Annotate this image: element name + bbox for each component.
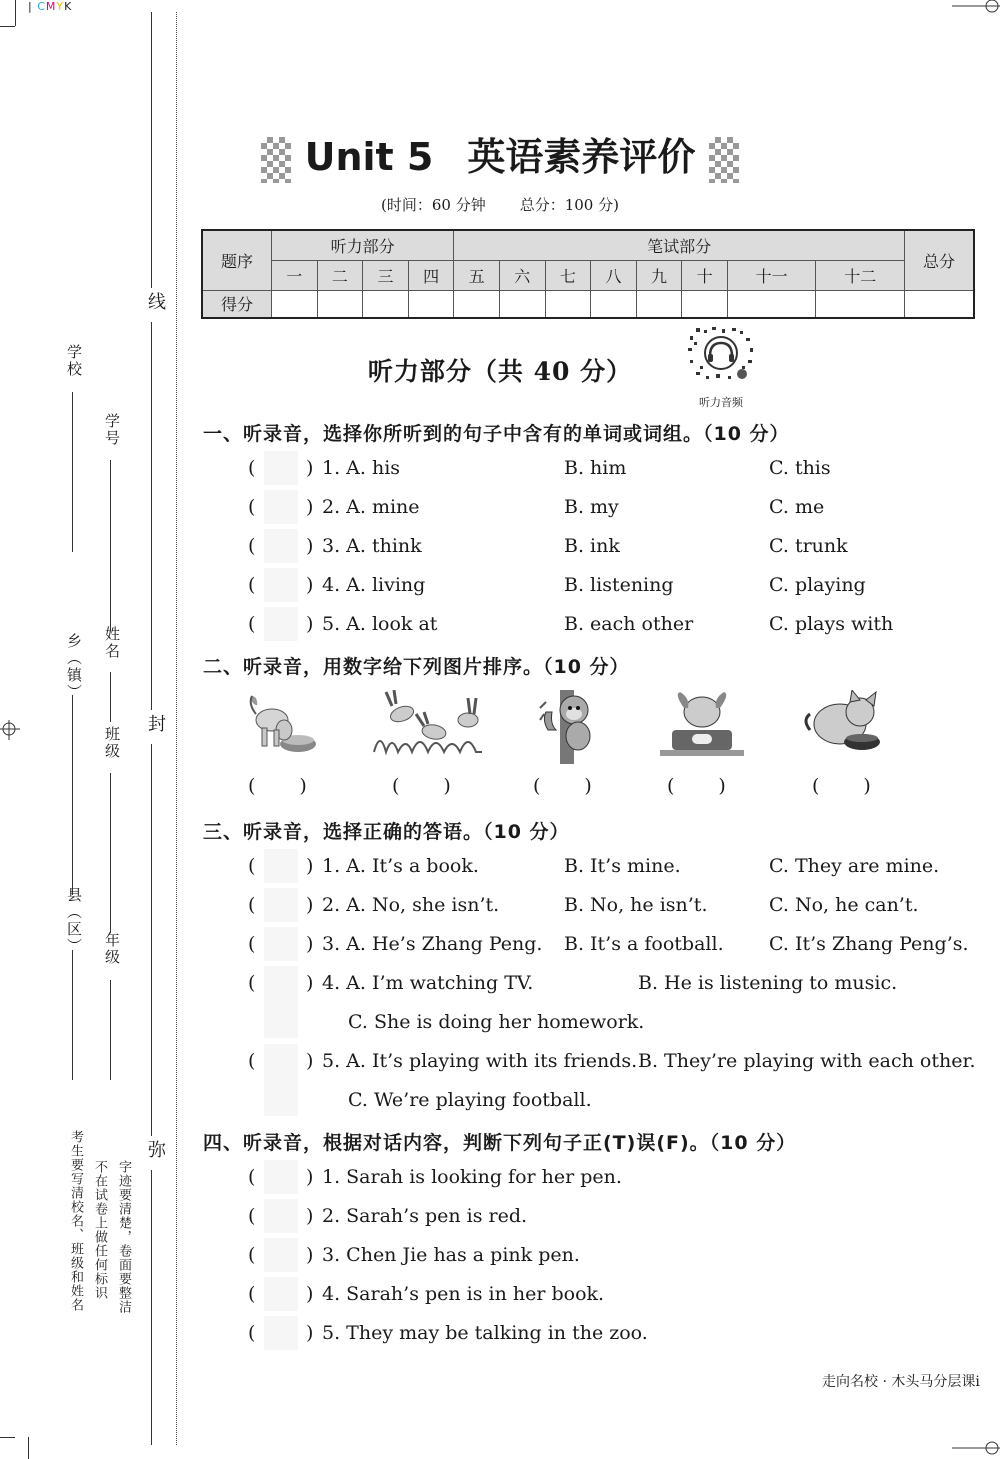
score-cell[interactable] [636, 290, 682, 318]
page-title [0, 126, 1000, 183]
township-blank[interactable] [72, 695, 73, 895]
score-cell[interactable] [317, 290, 363, 318]
margin-line-char: 线 [145, 292, 166, 312]
class-blank[interactable] [110, 773, 111, 933]
score-col: 十一 [727, 260, 815, 290]
answer-blank[interactable] [264, 451, 298, 485]
margin-school-label: 学校 [65, 344, 83, 378]
margin-notice-2: 不在试卷上做任何标识 [92, 1160, 107, 1300]
school-blank[interactable] [72, 392, 73, 552]
question-stem: 2. Sarah’s pen is red. [322, 1205, 528, 1227]
option-c: C. plays with [769, 613, 894, 635]
margin-dense-char: 弥 [145, 1140, 166, 1160]
option-c: C. No, he can’t. [769, 894, 919, 916]
answer-blank[interactable] [264, 607, 298, 641]
score-table-listening-header: 听力部分 [272, 230, 454, 260]
cmyk-print-mark: | CMYK [28, 0, 73, 13]
option-c: C. We’re playing football. [348, 1089, 592, 1111]
title-unit: Unit 5 [304, 135, 434, 179]
option-c: C. She is doing her homework. [348, 1011, 645, 1033]
question-stem: 1. A. It’s a book. [322, 855, 479, 877]
option-c: C. trunk [769, 535, 848, 557]
question-stem: 5. A. look at [322, 613, 438, 635]
margin-seal-char: 封 [145, 714, 166, 734]
margin-grade-label: 年级 [103, 932, 121, 966]
margin-county-label: 县（区） [65, 887, 83, 955]
question-stem: 5. They may be talking in the zoo. [322, 1322, 648, 1344]
option-b: B. It’s mine. [564, 855, 681, 877]
margin-student-no-label: 学号 [103, 413, 121, 447]
dog-drinking-image [246, 690, 320, 756]
score-table-row-label: 题序 [202, 230, 272, 290]
checker-decoration [709, 137, 739, 183]
option-c: C. me [769, 496, 825, 518]
score-table-score-label: 得分 [202, 290, 272, 318]
county-blank[interactable] [72, 950, 73, 1080]
dog-eating-image [656, 690, 748, 760]
option-b: B. ink [564, 535, 620, 557]
answer-blank[interactable] [264, 888, 298, 922]
question-stem: 3. Chen Jie has a pink pen. [322, 1244, 580, 1266]
crop-mark [0, 1437, 15, 1438]
answer-blank[interactable] [264, 966, 298, 1038]
option-b: B. They’re playing with each other. [638, 1050, 976, 1072]
question-stem: 1. A. his [322, 457, 401, 479]
answer-blank[interactable] [264, 1199, 298, 1233]
crop-mark [15, 0, 16, 26]
section-3-heading: 三、听录音，选择正确的答语。（10 分） [203, 821, 570, 843]
answer-blank[interactable] [264, 1044, 298, 1116]
question-stem: 1. Sarah is looking for her pen. [322, 1166, 622, 1188]
margin-class-label: 班级 [103, 726, 121, 760]
print-mark-y: Y [56, 0, 65, 13]
option-b: B. He is listening to music. [638, 972, 898, 994]
answer-blank[interactable] [264, 1277, 298, 1311]
picture-order-blank[interactable]: ( ) [533, 775, 592, 797]
margin-name-label: 姓名 [103, 626, 121, 660]
score-table-score-row [202, 290, 974, 318]
score-cell[interactable] [545, 290, 591, 318]
score-col: 八 [591, 260, 637, 290]
cat-eating-image [804, 690, 886, 756]
student-no-blank[interactable] [110, 460, 111, 630]
picture-order-blank[interactable]: ( ) [667, 775, 726, 797]
score-cell[interactable] [499, 290, 545, 318]
score-col: 十 [682, 260, 728, 290]
score-col: 一 [272, 260, 318, 290]
score-col: 九 [636, 260, 682, 290]
option-b: B. listening [564, 574, 674, 596]
picture-order-blank[interactable]: ( ) [812, 775, 871, 797]
registration-mark-icon [952, 0, 1000, 14]
qr-caption: 听力音频 [699, 396, 743, 409]
registration-mark-icon [952, 1440, 1000, 1459]
exam-time: (时间：60 分钟 [381, 196, 486, 214]
score-table-columns [202, 260, 974, 290]
score-col: 四 [408, 260, 454, 290]
question-stem: 2. A. No, she isn’t. [322, 894, 500, 916]
registration-mark-icon [0, 720, 20, 740]
answer-blank[interactable] [264, 568, 298, 602]
score-cell[interactable] [272, 290, 318, 318]
publisher-footer: 走向名校 · 木头马分层课i [822, 1374, 980, 1390]
margin-notice-1: 考生要写清校名、班级和姓名 [68, 1130, 83, 1312]
option-b: B. each other [564, 613, 694, 635]
question-stem: 4. A. living [322, 574, 426, 596]
answer-blank[interactable] [264, 849, 298, 883]
score-col: 五 [454, 260, 500, 290]
score-col: 六 [499, 260, 545, 290]
score-col: 十二 [816, 260, 905, 290]
answer-blank[interactable] [264, 1160, 298, 1194]
question-stem: 4. Sarah’s pen is in her book. [322, 1283, 605, 1305]
print-mark-k: K [64, 0, 73, 13]
section-2-heading: 二、听录音，用数字给下列图片排序。（10 分） [203, 656, 630, 678]
picture-order-blank[interactable]: ( ) [248, 775, 307, 797]
section-4-heading: 四、听录音，根据对话内容，判断下列句子正(T)误(F)。（10 分） [203, 1132, 797, 1154]
print-mark-m: M [45, 0, 57, 13]
score-col: 七 [545, 260, 591, 290]
margin-township-label: 乡（镇） [65, 633, 83, 701]
option-b: B. It’s a football. [564, 933, 724, 955]
grade-blank[interactable] [110, 980, 111, 1080]
score-cell[interactable] [363, 290, 409, 318]
score-table-total-header: 总分 [905, 230, 975, 290]
score-table [201, 229, 975, 319]
option-c: C. this [769, 457, 831, 479]
option-b: B. No, he isn’t. [564, 894, 708, 916]
qr-code-icon[interactable] [686, 326, 756, 382]
answer-blank[interactable] [264, 927, 298, 961]
score-table-writing-header: 笔试部分 [454, 230, 905, 260]
score-cell[interactable] [816, 290, 905, 318]
monkey-climbing-image [538, 690, 604, 764]
answer-blank[interactable] [264, 490, 298, 524]
title-name: 英语素养评价 [467, 135, 696, 179]
option-b: B. him [564, 457, 627, 479]
question-stem: 5. A. It’s playing with its friends. [322, 1050, 638, 1072]
answer-blank[interactable] [264, 529, 298, 563]
crop-mark [28, 1437, 29, 1459]
score-cell[interactable] [727, 290, 815, 318]
option-c: C. It’s Zhang Peng’s. [769, 933, 969, 955]
answer-blank[interactable] [264, 1238, 298, 1272]
margin-notice-3: 字迹要清楚，卷面要整洁 [116, 1160, 131, 1314]
score-col: 二 [317, 260, 363, 290]
crop-mark [0, 26, 15, 27]
picture-order-blank[interactable]: ( ) [392, 775, 451, 797]
option-c: C. playing [769, 574, 866, 596]
score-col: 三 [363, 260, 409, 290]
rabbits-hopping-image [372, 690, 484, 756]
exam-info [0, 194, 1000, 215]
print-mark-c: C [37, 0, 46, 13]
name-blank[interactable] [110, 672, 111, 722]
listening-part-title: 听力部分（共 40 分） [367, 357, 633, 386]
binding-dotted-line [176, 12, 177, 1445]
option-b: B. my [564, 496, 619, 518]
score-cell[interactable] [454, 290, 500, 318]
score-cell[interactable] [682, 290, 728, 318]
question-stem: 2. A. mine [322, 496, 420, 518]
question-stem: 3. A. He’s Zhang Peng. [322, 933, 543, 955]
question-stem: 4. A. I’m watching TV. [322, 972, 534, 994]
score-cell[interactable] [408, 290, 454, 318]
option-c: C. They are mine. [769, 855, 940, 877]
question-stem: 3. A. think [322, 535, 422, 557]
exam-total: 总分：100 分) [519, 196, 619, 214]
answer-blank[interactable] [264, 1316, 298, 1350]
total-score-cell[interactable] [905, 290, 975, 318]
checker-decoration [261, 137, 291, 183]
section-1-heading: 一、听录音，选择你所听到的句子中含有的单词或词组。（10 分） [203, 423, 790, 445]
score-cell[interactable] [591, 290, 637, 318]
